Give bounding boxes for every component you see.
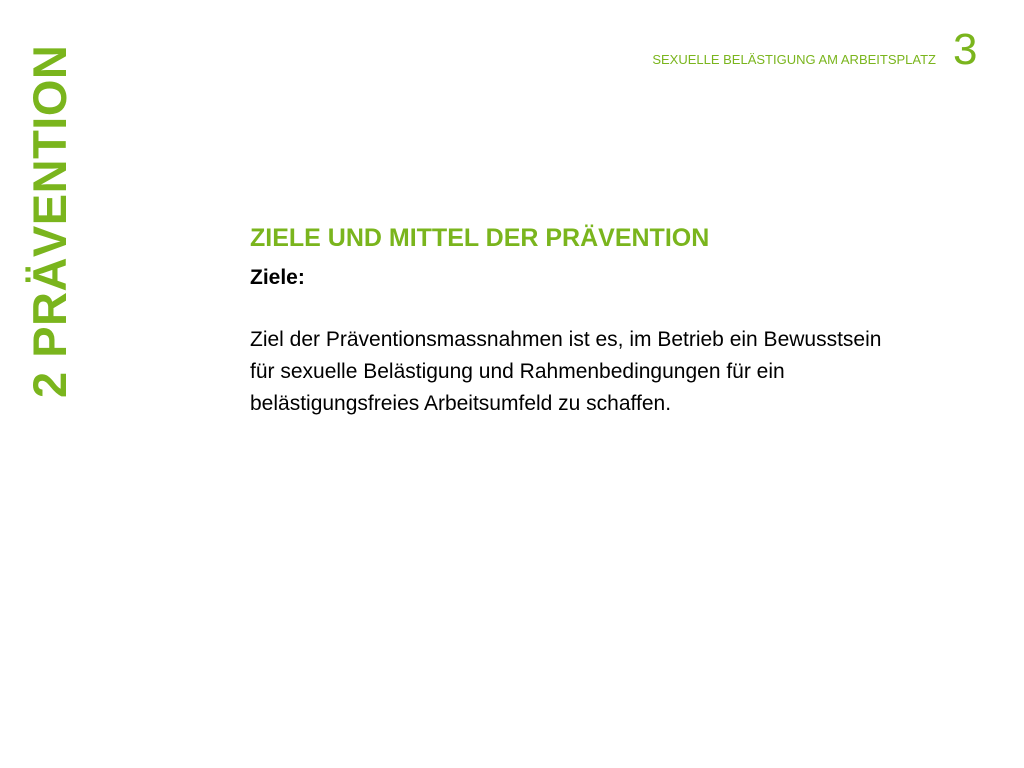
body-paragraph: Ziel der Präventionsmassnahmen ist es, im Betrieb ein Bewusstsein für sexuelle Belästigung und Rahmenbedingungen für ein belästigungsfreies Arbeitsumfeld zu schaffen.: [250, 328, 882, 415]
chapter-title: 2 PRÄVENTION: [23, 44, 76, 398]
section-heading: ZIELE UND MITTEL DER PRÄVENTION: [250, 224, 710, 252]
sub-heading: Ziele:: [250, 266, 305, 289]
document-header: SEXUELLE BELÄSTIGUNG AM ARBEITSPLATZ: [652, 52, 936, 67]
page-number: 3: [953, 25, 978, 74]
slide-content: [250, 222, 910, 420]
